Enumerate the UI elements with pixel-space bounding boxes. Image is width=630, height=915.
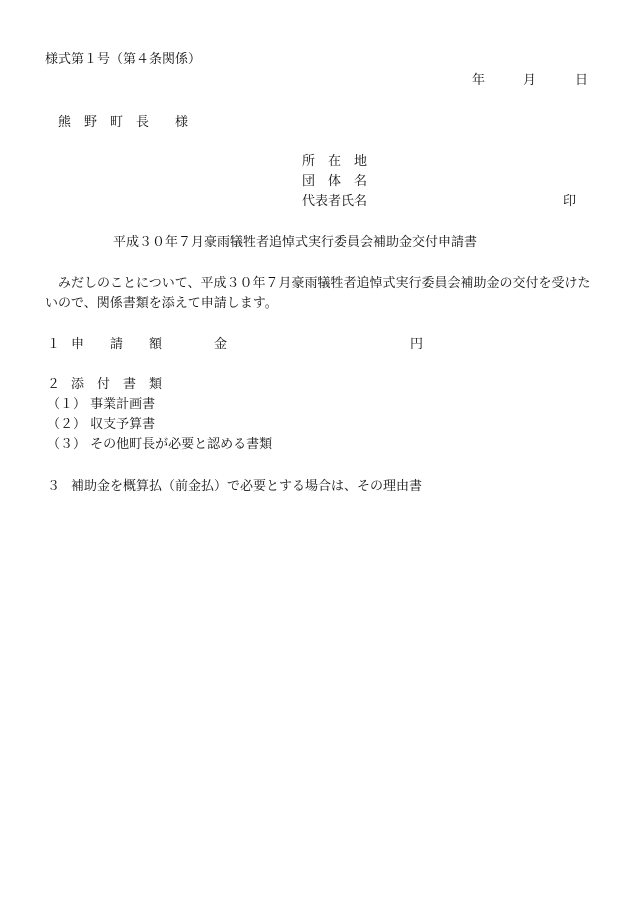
attachment-doc-3: （３） その他町長が必要と認める書類 (47, 437, 273, 452)
item-2-label: 添 付 書 類 (71, 377, 163, 392)
item-1-unit: 円 (410, 337, 424, 352)
date-day: 日 (575, 73, 589, 88)
attachment-doc-1: （１） 事業計画書 (47, 397, 156, 412)
document-title: 平成３０年７月豪雨犠牲者追悼式実行委員会補助金交付申請書 (113, 235, 478, 250)
body-line-2: いので、関係書類を添えて申請します。 (45, 296, 278, 311)
addressee: 熊 野 町 長 様 (58, 115, 189, 130)
attachment-doc-2: （２） 収支予算書 (47, 417, 156, 432)
address-label: 所 在 地 (302, 154, 368, 169)
date-month: 月 (523, 73, 537, 88)
item-3-label: 補助金を概算払（前金払）で必要とする場合は、その理由書 (71, 479, 423, 494)
seal-mark: 印 (563, 194, 577, 209)
body-line-1: みだしのことについて、平成３０年７月豪雨犠牲者追悼式実行委員会補助金の交付を受けた (58, 276, 591, 291)
item-2-number: ２ (47, 377, 61, 392)
item-1-number: １ (47, 337, 61, 352)
representative-label: 代表者氏名 (302, 194, 368, 209)
form-number: 様式第１号（第４条関係） (45, 52, 202, 67)
date-year: 年 (472, 73, 486, 88)
item-1-label: 申 請 額 金 (71, 337, 228, 352)
item-3-number: ３ (47, 479, 61, 494)
organization-label: 団 体 名 (302, 174, 368, 189)
